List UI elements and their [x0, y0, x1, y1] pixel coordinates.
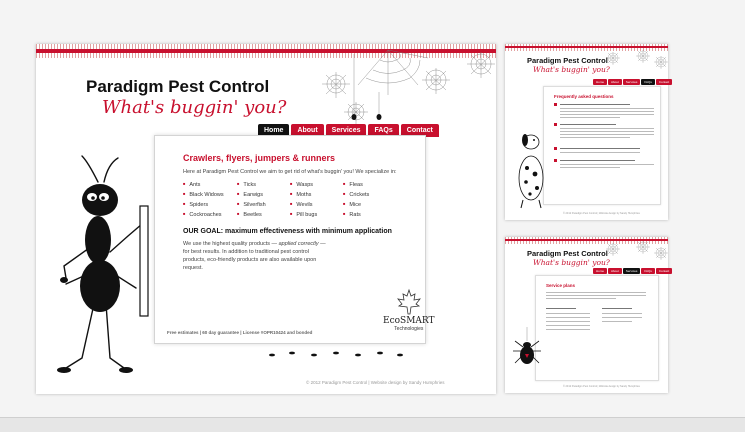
pest-item: ■ Black Widows [183, 191, 237, 198]
pest-item: ■ Earwigs [237, 191, 290, 198]
nav-services[interactable]: Services [623, 79, 641, 85]
guarantee-line: Free estimates | 60 day guarantee | License #OPR10424 and bonded [167, 330, 313, 335]
brand-title: Paradigm Pest Control [86, 77, 270, 96]
nav-services[interactable]: Services [623, 268, 641, 274]
black-widow-spider-icon [513, 327, 543, 377]
pest-item: ■ Ticks [237, 181, 290, 188]
nav-contact[interactable]: Contact [401, 124, 439, 137]
dalmatian-dog-icon [513, 130, 553, 210]
faq-title: Frequently asked questions [554, 94, 614, 99]
copyright: © 2012 Paradigm Pest Control | Website design by Sandy Humphries [306, 380, 445, 385]
home-content-panel [154, 135, 435, 344]
pest-item: ■ Wasps [290, 181, 343, 188]
nav-home[interactable]: Home [593, 268, 607, 274]
services-nav [593, 268, 672, 274]
pest-item: ■ Rats [343, 211, 393, 218]
pest-item: ■ Wevils [290, 201, 343, 208]
intro-text: Here at Paradigm Pest Control we aim to get rid of what's buggin' you! We specialize in: [183, 169, 397, 175]
brand-title: Paradigm Pest Control [527, 56, 608, 65]
nav-home[interactable]: Home [258, 124, 289, 137]
services-title: Service plans [546, 283, 576, 288]
faq-content-panel [543, 86, 661, 205]
brand-tagline: What's buggin' you? [533, 65, 610, 74]
pest-item: ■ Fleas [343, 181, 393, 188]
pest-item: ■ Beetles [237, 211, 290, 218]
faq-nav [593, 79, 672, 85]
pest-item: ■ Crickets [343, 191, 393, 198]
nav-about[interactable]: About [608, 79, 622, 85]
pest-item: ■ Silverfish [237, 201, 290, 208]
nav-contact[interactable]: Contact [656, 268, 672, 274]
services-content-panel [535, 275, 659, 381]
pest-item: ■ Mice [343, 201, 393, 208]
pest-list [183, 181, 415, 218]
nav-faqs[interactable]: FAQs [641, 268, 655, 274]
nav-faqs[interactable]: FAQs [641, 79, 655, 85]
brand-tagline: What's buggin' you? [533, 258, 610, 267]
marching-ants-icon [268, 349, 408, 359]
pest-item: ■ Cockroaches [183, 211, 237, 218]
nav-services[interactable]: Services [326, 124, 367, 137]
ecosmart-logo: EcoSMART Technologies [383, 289, 435, 332]
maple-leaf-icon [396, 289, 422, 315]
faq-page-mockup: Paradigm Pest Control What's buggin' you? Home About Services FAQs Contact Frequently asked questions © 2012 Paradigm Pest Control | Website design by Sandy Humphries [505, 44, 668, 220]
home-page-mockup [36, 44, 496, 394]
brand-tagline: What's buggin' you? [102, 97, 287, 118]
nav-about[interactable]: About [608, 268, 622, 274]
pest-item: ■ Spiders [183, 201, 237, 208]
pest-item: ■ Pill bugs [290, 211, 343, 218]
services-page-mockup: Paradigm Pest Control What's buggin' you? Home About Services FAQs Contact Service plans © 2012 Paradigm Pest Control | Website design by Sandy Humphries [505, 237, 668, 393]
footer-band [0, 417, 745, 432]
nav-faqs[interactable]: FAQs [368, 124, 398, 137]
page-heading: Crawlers, flyers, jumpers & runners [183, 153, 336, 163]
brand-title: Paradigm Pest Control [527, 249, 608, 258]
products-paragraph: We use the highest quality products — applied correctly — for best results. In addition to traditional pest control products, eco-friendly products are also available upon request. [183, 240, 326, 271]
pest-item: ■ Moths [290, 191, 343, 198]
nav-contact[interactable]: Contact [656, 79, 672, 85]
nav-home[interactable]: Home [593, 79, 607, 85]
goal-heading: OUR GOAL: maximum effectiveness with minimum application [183, 227, 392, 235]
pest-item: ■ Ants [183, 181, 237, 188]
nav-about[interactable]: About [291, 124, 323, 137]
ant-mascot-icon [36, 154, 156, 384]
